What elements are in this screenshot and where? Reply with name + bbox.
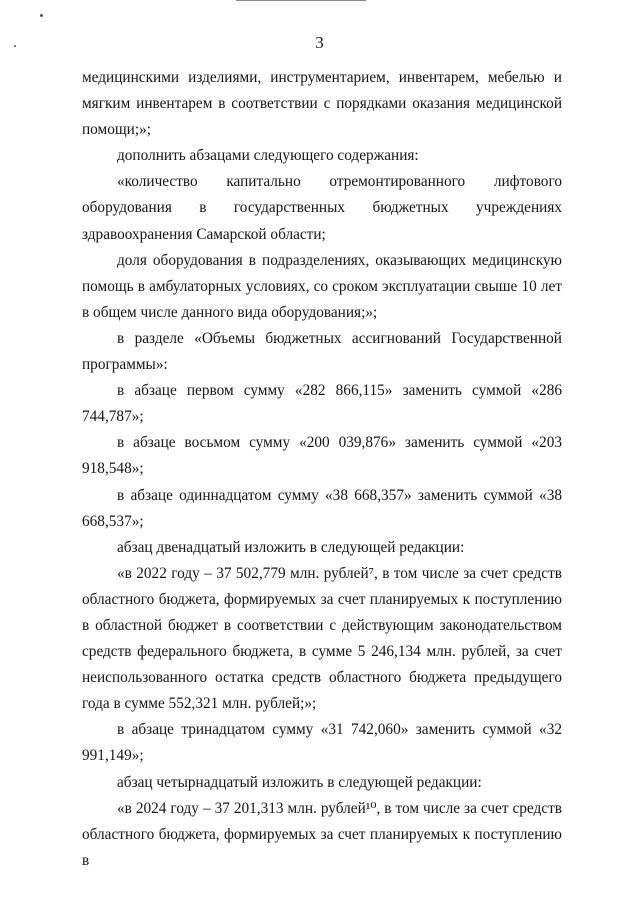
paragraph-12: абзац четырнадцатый изложить в следующей редакции: bbox=[117, 773, 482, 791]
paragraph-8: в абзаце одиннадцатом сумму «38 668,357» заменить суммой «38 668,537»; bbox=[82, 486, 562, 530]
paragraph-10: «в 2022 году – 37 502,779 млн. рублей⁷, в том числе за счет средств областного бюджета, формируемых за счет планируемых к поступлению в областной бюджет в соответствии с действующим законодательством средств федерального бюджета, в сумме 5 246,134 млн. рублей, за счет неиспользованного остатка средств областного бюджета предыдущего года в сумме 552,321 млн. рублей;»; bbox=[82, 564, 562, 713]
scan-speck bbox=[40, 14, 43, 17]
paragraph-2: дополнить абзацами следующего содержания: bbox=[117, 147, 419, 165]
paragraph-13: «в 2024 году – 37 201,313 млн. рублей¹⁰, в том числе за счет средств областного бюджета, формируемых за счет планируемых к поступлению в bbox=[82, 799, 562, 869]
scan-border-line bbox=[236, 0, 366, 1]
paragraph-4: доля оборудования в подразделениях, оказывающих медицинскую помощь в амбулаторных условиях, со сроком эксплуатации свыше 10 лет в общем числе данного вида оборудования;»; bbox=[82, 251, 562, 321]
page-number: 3 bbox=[315, 33, 324, 52]
paragraph-7: в абзаце восьмом сумму «200 039,876» заменить суммой «203 918,548»; bbox=[82, 434, 562, 478]
paragraph-9: абзац двенадцатый изложить в следующей редакции: bbox=[117, 538, 465, 556]
paragraph-11: в абзаце тринадцатом сумму «31 742,060» заменить суммой «32 991,149»; bbox=[82, 721, 562, 765]
paragraph-3: «количество капитально отремонтированного лифтового оборудования в государственных бюджетных учреждениях здравоохранения Самарской области; bbox=[82, 173, 562, 243]
paragraph-5: в разделе «Объемы бюджетных ассигнований Государственной программы»: bbox=[82, 329, 562, 374]
paragraph-1: медицинскими изделиями, инструментарием, инвентарем, мебелью и мягким инвентарем в соответствии с порядками оказания медицинской помощи;»; bbox=[82, 69, 562, 139]
paragraph-6: в абзаце первом сумму «282 866,115» заменить суммой «286 744,787»; bbox=[82, 382, 562, 426]
document-body bbox=[82, 65, 562, 874]
